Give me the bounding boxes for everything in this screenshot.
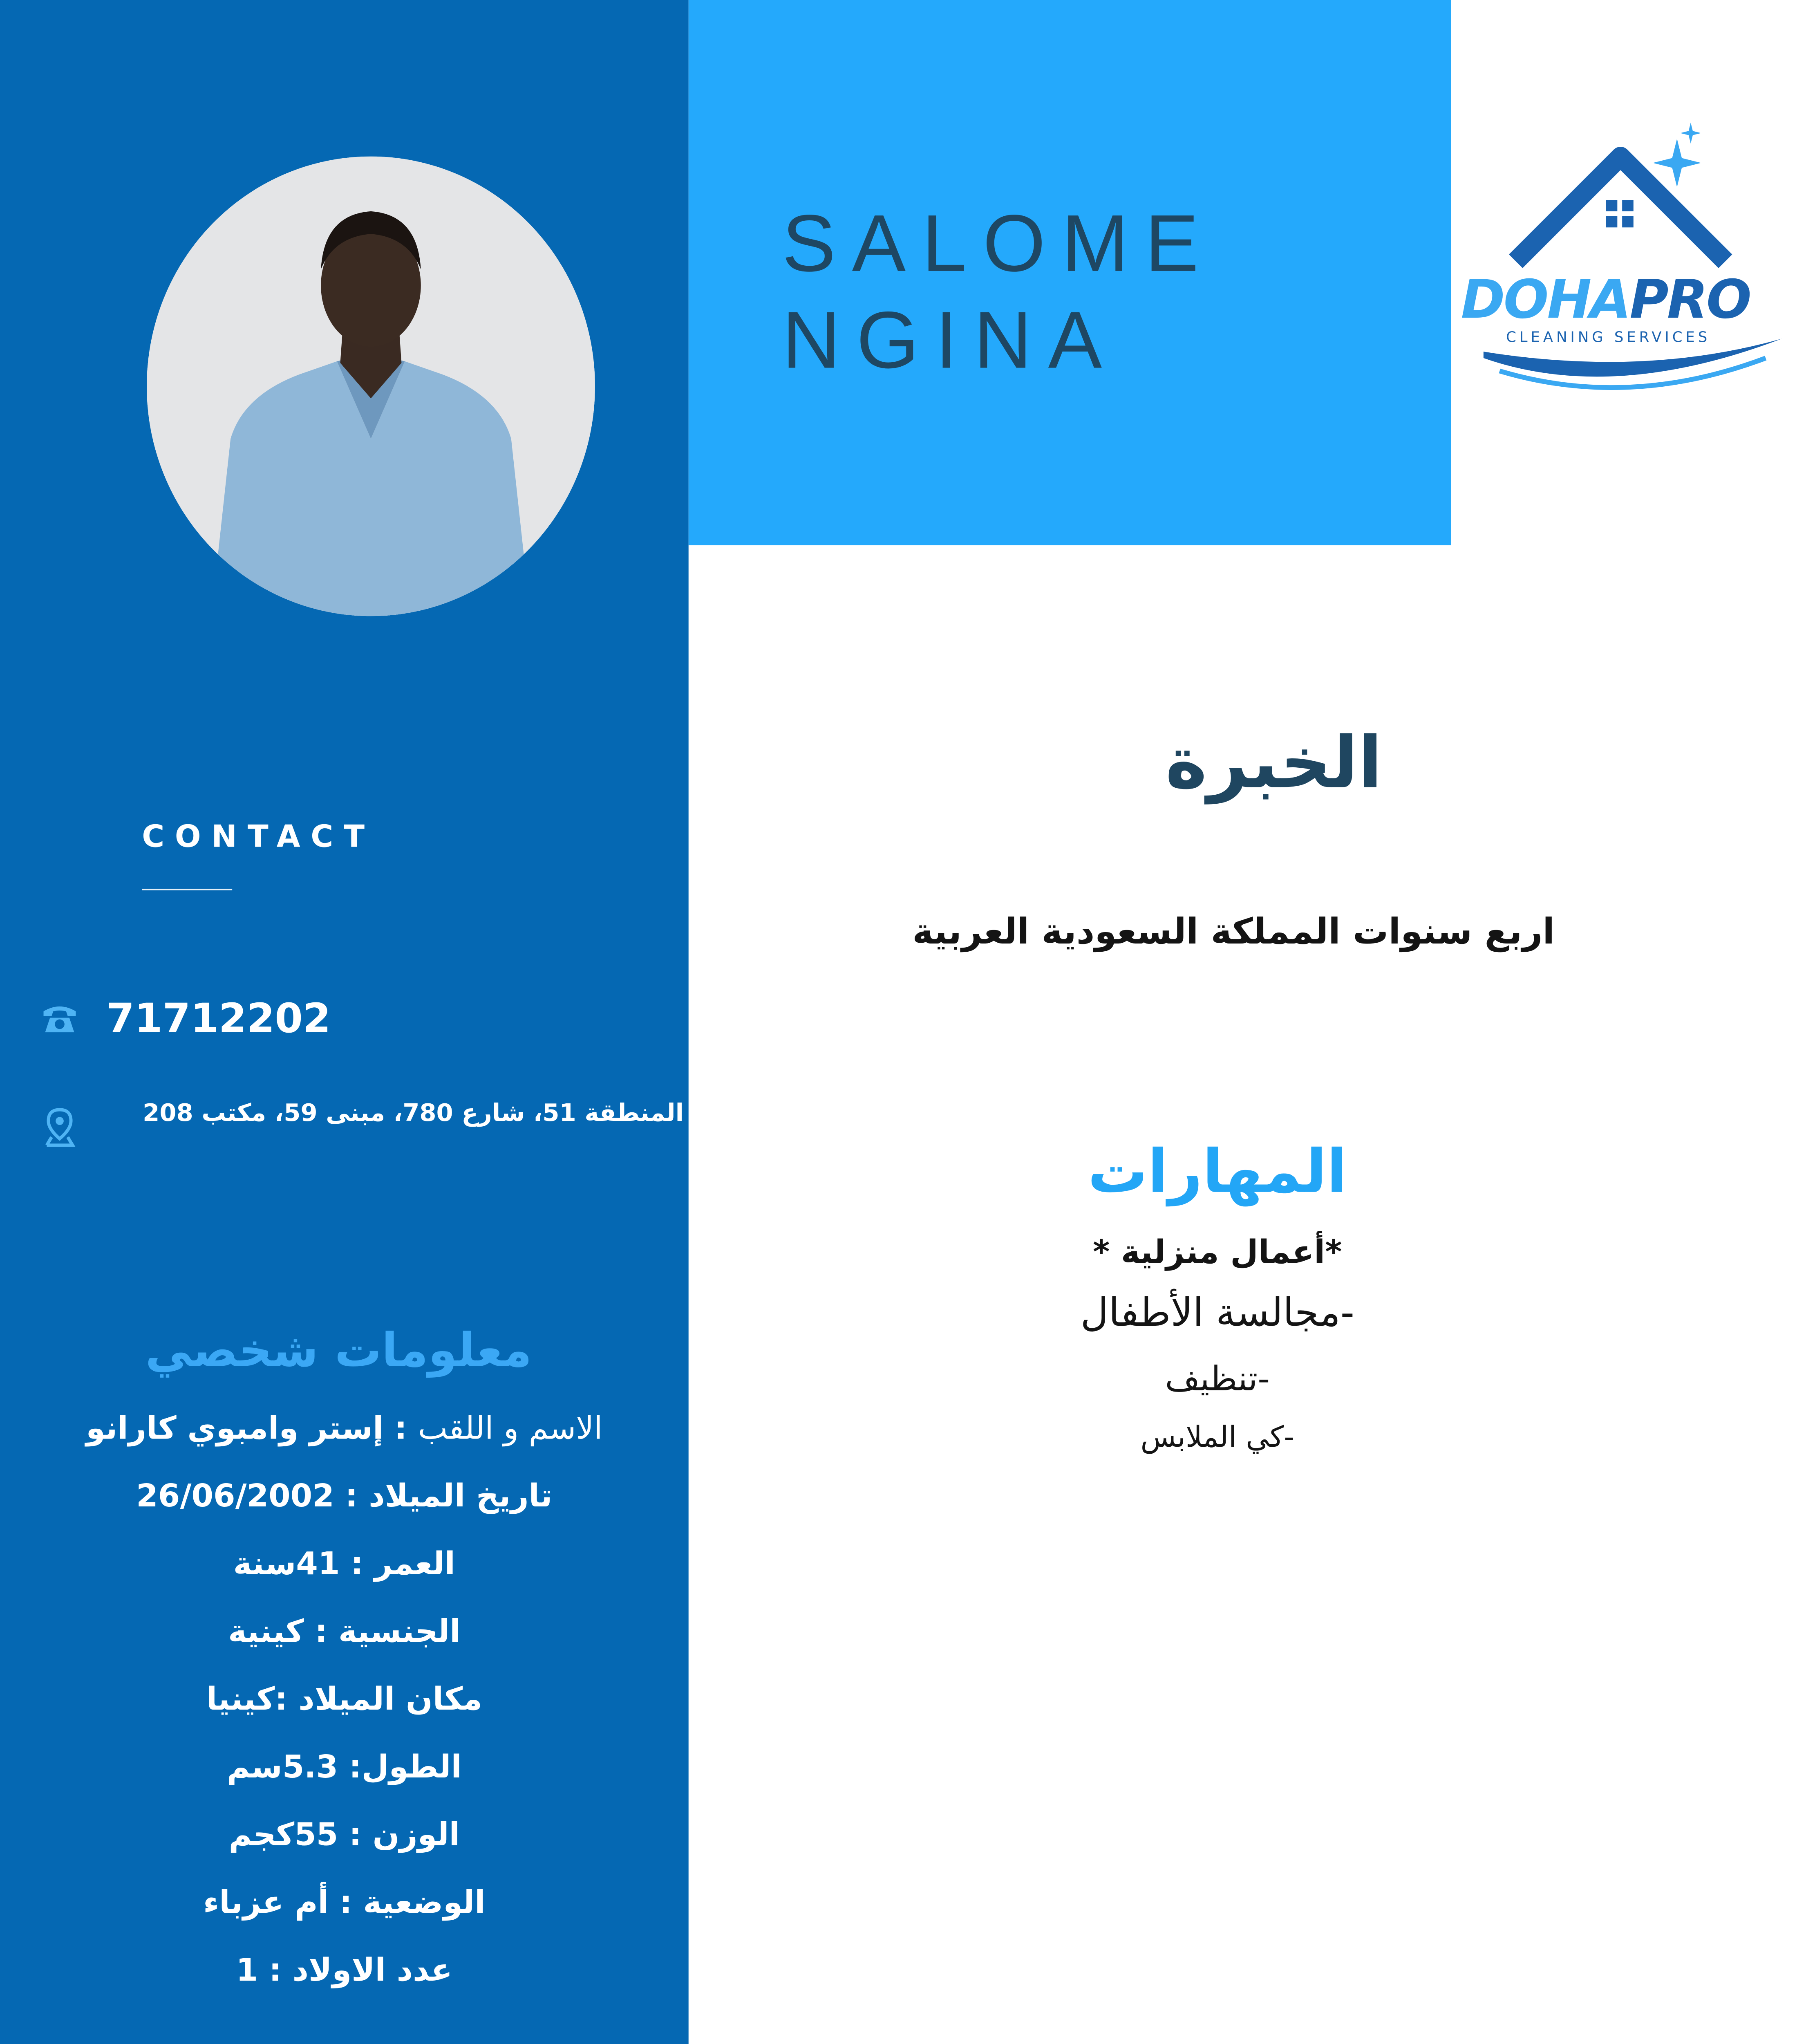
profile-photo — [147, 157, 595, 616]
address: المنطقة 51، شارع 780، مبنى 59، مكتب 208 — [143, 1098, 684, 1127]
company-logo — [1451, 116, 1798, 398]
info-name-value: : إستر وامبوي كارانو — [86, 1410, 407, 1447]
sparkle-icon — [1653, 139, 1701, 187]
info-birthdate: تاريخ الميلاد : 26/06/2002 — [136, 1477, 553, 1515]
first-name: SALOME — [782, 198, 1215, 289]
avatar — [147, 157, 595, 616]
info-birthplace: مكان الميلاد :كينيا — [206, 1681, 483, 1718]
skills-heading: المهارات — [1088, 1137, 1347, 1207]
info-age: العمر : 41سنة — [233, 1545, 455, 1582]
logo-house-icon — [1451, 116, 1798, 398]
skill-item: -كي الملابس — [1140, 1421, 1295, 1455]
logo-brand-part2: PRO — [1629, 267, 1750, 331]
contact-heading: CONTACT — [142, 819, 375, 855]
phone-icon — [39, 1000, 81, 1035]
info-status: الوضعية : أم عزباء — [203, 1884, 486, 1921]
info-name-label: الاسم و اللقب — [418, 1410, 603, 1447]
info-name-line — [0, 1410, 689, 1447]
logo-tagline: CLEANING SERVICES — [1506, 330, 1711, 347]
info-children: عدد الاولاد : 1 — [236, 1952, 453, 1989]
location-pin-icon — [42, 1107, 78, 1149]
skill-item: -تنظيف — [1165, 1360, 1270, 1399]
last-name: NGINA — [782, 295, 1118, 385]
phone-number[interactable]: 71712202 — [106, 995, 331, 1042]
experience-text: اربع سنوات المملكة السعودية العربية — [912, 913, 1555, 953]
contact-divider — [142, 889, 232, 890]
skill-item: *أعمال منزلية * — [1093, 1232, 1342, 1271]
personal-info-heading: معلومات شخصي — [145, 1322, 532, 1378]
info-nationality: الجنسية : كينية — [228, 1613, 461, 1650]
sparkle-icon — [1680, 123, 1701, 143]
logo-wordmark — [1461, 268, 1750, 331]
skill-item: -مجالسة الأطفال — [1080, 1290, 1354, 1336]
experience-heading: الخبرة — [1165, 722, 1383, 805]
logo-brand-part1: DOHA — [1461, 267, 1630, 331]
info-height: الطول: 5.3سم — [226, 1748, 462, 1786]
info-weight: الوزن : 55كجم — [228, 1816, 460, 1853]
